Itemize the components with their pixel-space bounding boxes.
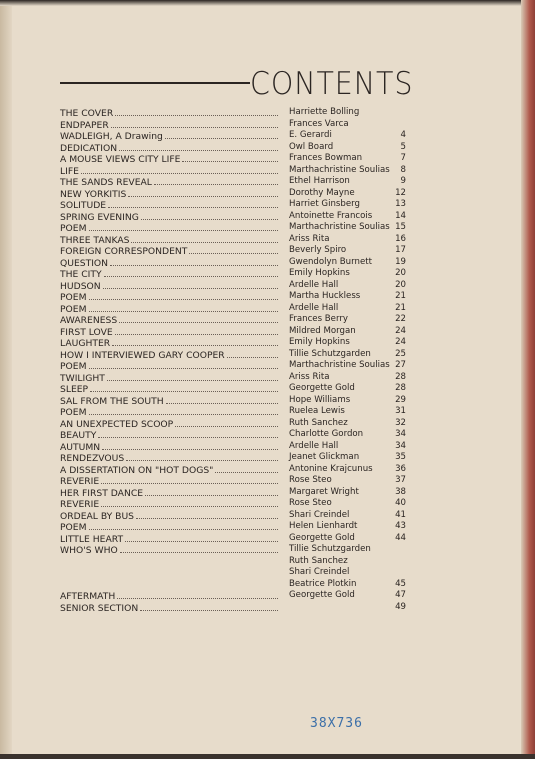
dot-leader <box>136 510 278 519</box>
entry-title: POEM <box>60 407 87 418</box>
entry-title: A MOUSE VIEWS CITY LIFE <box>60 154 181 165</box>
dot-leader <box>125 533 278 542</box>
dot-leader <box>140 602 278 611</box>
entry-title: THE SANDS REVEAL <box>60 177 152 188</box>
contents-row <box>60 107 408 119</box>
entry-author: Frances Berry <box>289 314 348 324</box>
entry-author: Marthachristine Soulias <box>289 360 390 370</box>
entry-title: LAUGHTER <box>60 338 111 349</box>
title-rule <box>60 82 250 84</box>
entry-page-number: 17 <box>395 245 406 255</box>
dot-leader <box>154 176 278 185</box>
contents-row <box>60 579 408 591</box>
dot-leader <box>89 222 278 231</box>
entry-title: HOW I INTERVIEWED GARY COOPER <box>60 349 225 361</box>
entry-page-number: 45 <box>395 578 406 589</box>
contents-row <box>60 464 408 476</box>
entry-page-number: 47 <box>395 590 406 600</box>
contents-row <box>60 395 408 407</box>
dot-leader <box>103 280 278 289</box>
dot-leader <box>104 268 278 277</box>
dot-leader <box>89 291 278 300</box>
dot-leader <box>108 199 278 208</box>
entry-author: Antoinette Francois <box>289 210 373 221</box>
contents-row <box>60 234 408 246</box>
contents-row <box>60 372 408 384</box>
entry-author: Emily Hopkins <box>289 268 350 278</box>
dot-leader <box>131 234 278 243</box>
entry-title: FOREIGN CORRESPONDENT <box>60 246 188 257</box>
dot-leader <box>215 464 278 473</box>
dot-leader <box>227 349 278 358</box>
dot-leader <box>165 130 278 139</box>
entry-title: AWARENESS <box>60 315 118 326</box>
entry-author: Ardelle Hall <box>289 440 339 451</box>
contents-row <box>60 245 408 257</box>
entry-author: Hope Williams <box>289 394 351 405</box>
entry-author: Harriette Bolling <box>289 107 360 117</box>
page-bottom-edge <box>0 754 535 759</box>
document-page <box>12 6 521 754</box>
entry-author: Helen Lienhardt <box>289 521 358 531</box>
contents-row <box>60 360 408 372</box>
dot-leader <box>89 521 278 530</box>
contents-row <box>60 349 408 361</box>
contents-list <box>60 107 408 613</box>
entry-title: SENIOR SECTION <box>60 602 139 614</box>
dot-leader <box>81 165 278 174</box>
dot-leader <box>115 107 278 116</box>
contents-row <box>60 452 408 464</box>
entry-page-number: 21 <box>395 291 406 301</box>
entry-page-number: 35 <box>395 452 406 462</box>
entry-page-number: 21 <box>395 302 406 313</box>
dot-leader <box>112 337 278 346</box>
entry-page-number: 49 <box>395 601 406 612</box>
entry-author: Margaret Wright <box>289 486 359 497</box>
dot-leader <box>120 544 278 553</box>
entry-title-group <box>60 602 280 615</box>
entry-page-number: 12 <box>395 187 406 198</box>
contents-row <box>60 383 408 395</box>
entry-page-number: 16 <box>395 233 406 244</box>
entry-title: POEM <box>60 303 87 315</box>
contents-row <box>60 475 408 487</box>
page-binding <box>0 0 12 759</box>
entry-author: Mildred Morgan <box>289 325 356 336</box>
entry-title: SPRING EVENING <box>60 211 139 223</box>
contents-row <box>60 487 408 499</box>
entry-title: AN UNEXPECTED SCOOP <box>60 418 174 430</box>
contents-row <box>60 119 408 131</box>
entry-page-number: 34 <box>395 429 406 439</box>
contents-row <box>60 510 408 522</box>
contents-row <box>60 130 408 142</box>
entry-author: Emily Hopkins <box>289 337 350 347</box>
entry-author: Marthachristine Soulias <box>289 164 390 175</box>
entry-title: POEM <box>60 361 87 372</box>
entry-author: Georgette Gold <box>289 383 355 393</box>
entry-title: QUESTION <box>60 257 109 269</box>
entry-page-number: 13 <box>395 199 406 209</box>
dot-leader <box>128 188 278 197</box>
contents-row <box>60 280 408 292</box>
dot-leader <box>102 441 278 450</box>
contents-row <box>60 153 408 165</box>
contents-row <box>60 188 408 200</box>
contents-row <box>60 257 408 269</box>
catalog-stamp: 38X736 <box>310 716 363 731</box>
entry-author: Georgette Gold <box>289 532 355 543</box>
entry-page-number: 28 <box>395 371 406 382</box>
entry-page-number: 29 <box>395 394 406 405</box>
entry-title: RENDEZVOUS <box>60 453 125 464</box>
entry-title: TWILIGHT <box>60 372 105 384</box>
dot-leader <box>175 418 278 427</box>
entry-title: POEM <box>60 292 87 303</box>
page-right-edge <box>521 0 535 759</box>
entry-page-number: 7 <box>400 153 406 163</box>
entry-author: Rose Steo <box>289 475 332 485</box>
entry-author: Dorothy Mayne <box>289 187 355 198</box>
entry-author: Marthachristine Soulias <box>289 222 390 232</box>
dot-leader <box>101 498 278 507</box>
entry-page-number: 37 <box>395 475 406 485</box>
contents-row <box>60 268 408 280</box>
entry-title: DEDICATION <box>60 142 118 154</box>
entry-title: THE CITY <box>60 269 102 280</box>
entry-author: Martha Huckless <box>289 291 361 301</box>
entry-title: WADLEIGH, A Drawing <box>60 131 163 142</box>
entry-title: ORDEAL BY BUS <box>60 510 135 522</box>
entry-author: Owl Board <box>289 141 334 152</box>
entry-author: Jeanet Glickman <box>289 452 360 462</box>
entry-page-number: 24 <box>395 337 406 347</box>
entry-author: Shari Creindel <box>289 567 350 577</box>
entry-author: Shari Creindel <box>289 509 350 520</box>
dot-leader <box>126 452 278 461</box>
entry-author: Ariss Rita <box>289 233 330 244</box>
entry-author: Ardelle Hall <box>289 302 339 313</box>
dot-leader <box>119 142 278 151</box>
entry-title: POEM <box>60 223 87 234</box>
entry-page-number: 4 <box>400 130 406 140</box>
entry-title: NEW YORKITIS <box>60 188 127 200</box>
entry-page-number: 24 <box>395 325 406 336</box>
contents-row <box>60 337 408 349</box>
dot-leader <box>166 395 278 404</box>
entry-author: Ariss Rita <box>289 371 330 382</box>
contents-row <box>60 406 408 418</box>
contents-row <box>60 326 408 338</box>
entry-author: Beverly Spiro <box>289 245 347 255</box>
entry-title: REVERIE <box>60 476 100 487</box>
contents-row <box>60 222 408 234</box>
entry-author: Ruelea Lewis <box>289 406 345 416</box>
entry-title: HUDSON <box>60 280 101 292</box>
entry-author: Ardelle Hall <box>289 279 339 290</box>
entry-page-number: 41 <box>395 509 406 520</box>
contents-row <box>60 199 408 211</box>
page-title: CONTENTS <box>250 66 414 102</box>
contents-row <box>60 544 408 556</box>
entry-title: POEM <box>60 522 87 533</box>
dot-leader <box>115 326 278 335</box>
entry-author: Ethel Harrison <box>289 176 350 186</box>
entry-title: FIRST LOVE <box>60 326 113 338</box>
contents-row <box>60 176 408 188</box>
entry-author: Harriet Ginsberg <box>289 199 360 209</box>
entry-page-number: 38 <box>395 486 406 497</box>
entry-page-number: 34 <box>395 440 406 451</box>
contents-row <box>60 165 408 177</box>
entry-page-number: 31 <box>395 406 406 416</box>
entry-page-number: 22 <box>395 314 406 324</box>
entry-author: Rose Steo <box>289 498 332 508</box>
entry-title: THREE TANKAS <box>60 234 130 246</box>
entry-page-number: 44 <box>395 532 406 543</box>
entry-page-number: 36 <box>395 463 406 474</box>
contents-row <box>60 314 408 326</box>
entry-page-number: 25 <box>395 348 406 359</box>
entry-title: REVERIE <box>60 499 100 510</box>
entry-title: AFTERMATH <box>60 591 116 602</box>
entry-author: E. Gerardi <box>289 130 332 140</box>
dot-leader <box>89 360 278 369</box>
dot-leader <box>119 314 278 323</box>
entry-author: Georgette Gold <box>289 590 355 600</box>
dot-leader <box>101 475 278 484</box>
entry-author: Beatrice Plotkin <box>289 578 357 589</box>
entry-title: WHO'S WHO <box>60 545 118 556</box>
contents-row <box>60 441 408 453</box>
contents-row <box>60 590 408 602</box>
contents-row <box>60 602 408 614</box>
entry-page-number: 5 <box>400 141 406 152</box>
contents-row <box>60 429 408 441</box>
dot-leader <box>90 383 278 392</box>
entry-page-number: 20 <box>395 268 406 278</box>
contents-row <box>60 556 408 568</box>
dot-leader <box>107 372 278 381</box>
entry-title: SLEEP <box>60 384 89 395</box>
dot-leader <box>110 257 278 266</box>
dot-leader <box>141 211 278 220</box>
dot-leader <box>89 303 278 312</box>
entry-page-number: 43 <box>395 521 406 531</box>
dot-leader <box>98 429 278 438</box>
dot-leader <box>182 153 278 162</box>
contents-row <box>60 142 408 154</box>
contents-row <box>60 291 408 303</box>
dot-leader <box>145 487 278 496</box>
entry-author: Frances Bowman <box>289 153 363 163</box>
entry-title: SOLITUDE <box>60 200 107 211</box>
contents-row <box>60 521 408 533</box>
entry-author: Ruth Sanchez <box>289 417 348 428</box>
entry-page-number: 15 <box>395 222 406 232</box>
entry-page-number: 28 <box>395 383 406 393</box>
dot-leader <box>111 119 278 128</box>
entry-title: SAL FROM THE SOUTH <box>60 395 164 407</box>
entry-author: Tillie Schutzgarden <box>289 348 371 359</box>
entry-author: Charlotte Gordon <box>289 429 364 439</box>
entry-page-number: 19 <box>395 256 406 267</box>
entry-page-number: 8 <box>400 164 406 175</box>
contents-row <box>60 211 408 223</box>
contents-row <box>60 418 408 430</box>
entry-author: Frances Varca <box>289 118 349 129</box>
entry-author: Antonine Krajcunus <box>289 463 373 474</box>
entry-author: Tillie Schutzgarden <box>289 544 371 554</box>
entry-page-number: 20 <box>395 279 406 290</box>
contents-row <box>60 567 408 579</box>
entry-page-number: 27 <box>395 360 406 370</box>
dot-leader <box>117 590 278 599</box>
entry-title: LITTLE HEART <box>60 533 124 545</box>
entry-title: BEAUTY <box>60 430 97 441</box>
entry-title: LIFE <box>60 165 79 177</box>
entry-author: Gwendolyn Burnett <box>289 256 372 267</box>
entry-author: Ruth Sanchez <box>289 555 348 566</box>
entry-title: ENDPAPER <box>60 119 109 131</box>
entry-page-number: 40 <box>395 498 406 508</box>
entry-page-number: 32 <box>395 417 406 428</box>
dot-leader <box>89 406 278 415</box>
contents-row <box>60 303 408 315</box>
dot-leader <box>189 245 278 254</box>
contents-row <box>60 498 408 510</box>
entry-title: A DISSERTATION ON "HOT DOGS" <box>60 464 214 476</box>
contents-row <box>60 533 408 545</box>
entry-title: THE COVER <box>60 108 114 119</box>
entry-page-number: 14 <box>395 210 406 221</box>
entry-title: AUTUMN <box>60 441 101 453</box>
entry-title: HER FIRST DANCE <box>60 487 144 499</box>
entry-page-number: 9 <box>400 176 406 186</box>
